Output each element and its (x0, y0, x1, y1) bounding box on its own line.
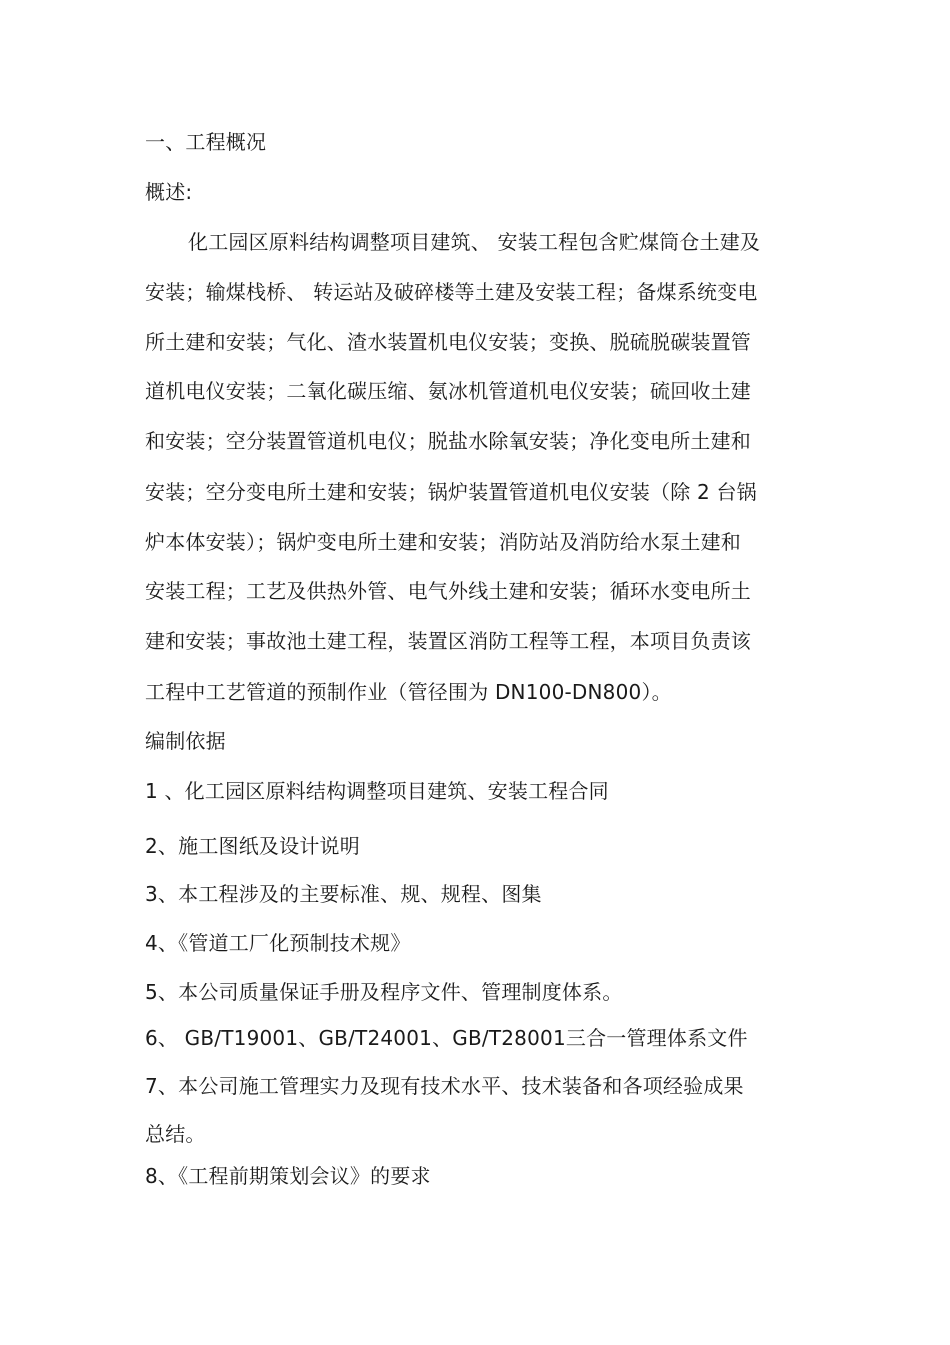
basis-item: 7、本公司施工管理实力及现有技术水平、技术装备和各项经验成果 (145, 1074, 744, 1098)
overview-line: 安装；输煤栈桥、 转运站及破碎楼等土建及安装工程；备煤系统变电 (145, 280, 758, 304)
basis-item: 5、本公司质量保证手册及程序文件、管理制度体系。 (145, 980, 623, 1004)
basis-item: 总结。 (145, 1122, 206, 1146)
basis-item: 2、施工图纸及设计说明 (145, 834, 360, 858)
overview-line: 化工园区原料结构调整项目建筑、 安装工程包含贮煤筒仓土建及 (188, 230, 761, 254)
overview-line: 安装工程；工艺及供热外管、电气外线土建和安装；循环水变电所土 (145, 579, 751, 603)
section-heading: 一、工程概况 (145, 130, 267, 154)
overview-line: 和安装；空分装置管道机电仪；脱盐水除氧安装；净化变电所土建和 (145, 429, 751, 453)
overview-line: 所土建和安装；气化、渣水装置机电仪安装；变换、脱硫脱碳装置管 (145, 330, 751, 354)
overview-line: 道机电仪安装；二氧化碳压缩、氨冰机管道机电仪安装；硫回收土建 (145, 379, 751, 403)
basis-item: 4、《管道工厂化预制技术规》 (145, 931, 411, 955)
overview-line: 炉本体安装）；锅炉变电所土建和安装；消防站及消防给水泵土建和 (145, 530, 741, 554)
basis-item: 1 、化工园区原料结构调整项目建筑、安装工程合同 (145, 779, 609, 803)
basis-item: 6、 GB/T19001、GB/T24001、GB/T28001三合一管理体系文件 (145, 1026, 748, 1050)
overview-line: 建和安装；事故池土建工程，装置区消防工程等工程，本项目负责该 (145, 629, 751, 653)
overview-line: 工程中工艺管道的预制作业（管径围为 DN100-DN800）。 (145, 680, 672, 704)
basis-item: 8、《工程前期策划会议》的要求 (145, 1164, 431, 1188)
overview-label: 概述: (145, 180, 193, 204)
basis-item: 3、本工程涉及的主要标准、规、规程、图集 (145, 882, 542, 906)
basis-label: 编制依据 (145, 729, 226, 753)
overview-line: 安装；空分变电所土建和安装；锅炉装置管道机电仪安装（除 2 台锅 (145, 480, 757, 504)
